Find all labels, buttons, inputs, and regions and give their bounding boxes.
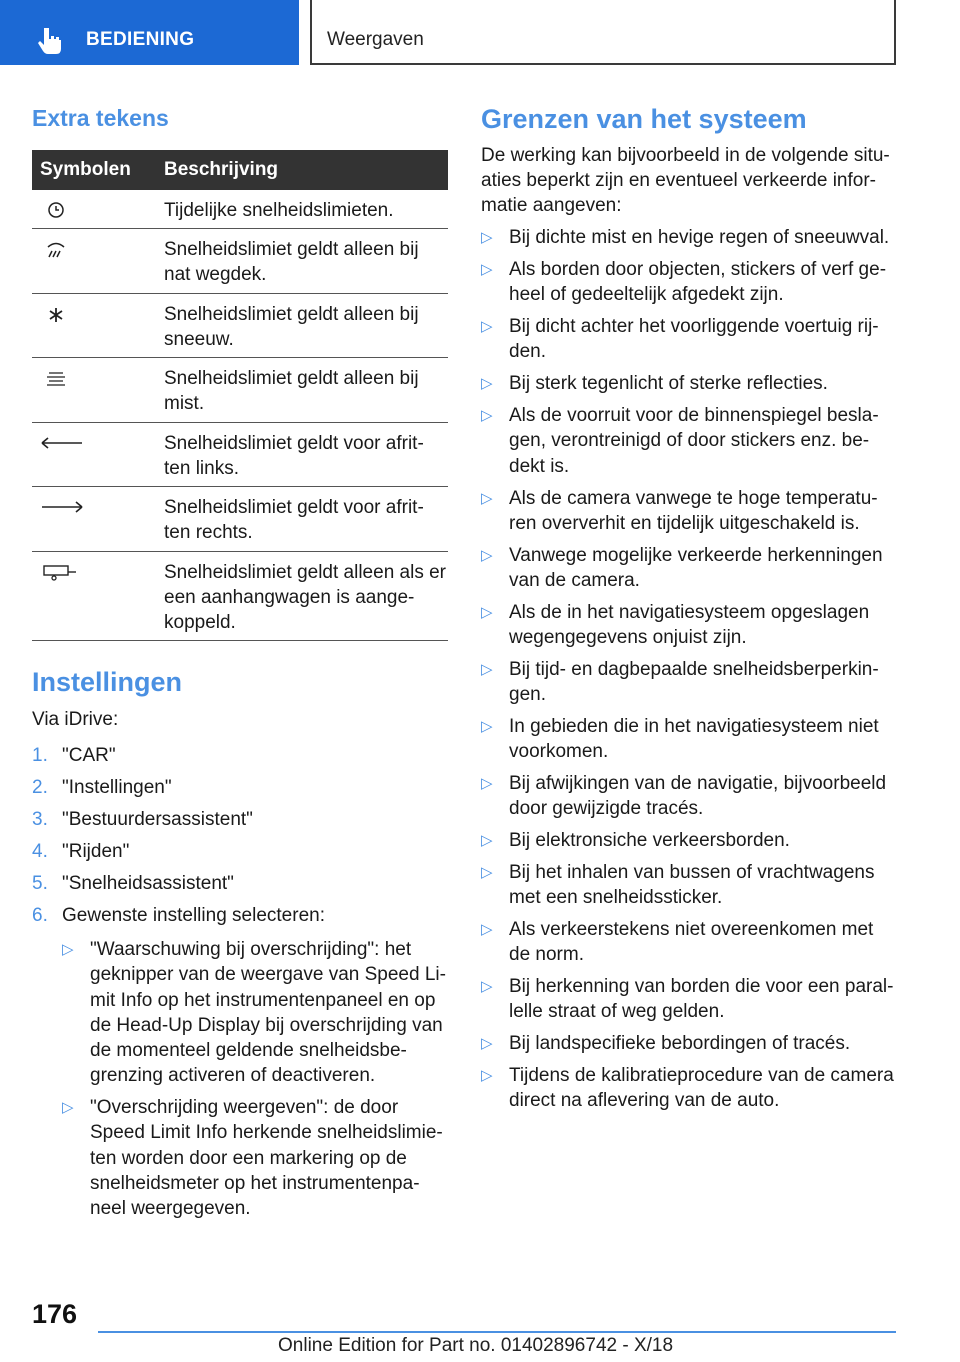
table-row	[32, 423, 448, 487]
triangle-bullet-icon: ▷	[481, 229, 493, 246]
list-item-text: Als de camera vanwege te hoge temperatu-ren oververhit en tijdelijk uitgeschakeld is.	[509, 488, 878, 535]
settings-steps	[32, 743, 448, 935]
step-text: Gewenste instelling selecteren:	[62, 905, 325, 926]
step-number: 4.	[32, 841, 48, 862]
triangle-bullet-icon: ▷	[481, 1067, 493, 1084]
table-row	[32, 294, 448, 358]
list-item	[481, 1063, 899, 1115]
table-header	[32, 150, 448, 190]
col-symbols: Symbolen	[40, 159, 131, 180]
symbols-table	[32, 150, 448, 641]
option-item	[62, 937, 450, 1087]
triangle-bullet-icon: ▷	[481, 547, 493, 564]
chapter-label: Weergaven	[327, 29, 424, 50]
row-description: Snelheidslimiet geldt alleen als er een aanhangwagen is aange-koppeld.	[164, 562, 446, 633]
list-item	[481, 771, 899, 823]
triangle-bullet-icon: ▷	[481, 921, 493, 938]
step-number: 1.	[32, 745, 48, 766]
list-item	[32, 839, 448, 871]
list-item-text: Bij elektronsiche verkeersborden.	[509, 830, 790, 851]
list-item-text: Bij tijd- en dagbepaalde snelheidsberperkin-gen.	[509, 659, 879, 706]
fog-icon	[40, 368, 72, 392]
list-item	[481, 403, 899, 480]
list-item-text: Als de voorruit voor de binnenspiegel besla-gen, verontreinigd of door stickers enz. be-dekt is.	[509, 405, 879, 477]
list-item-text: Bij dicht achter het voorliggende voertuig rij-den.	[509, 316, 879, 363]
list-item	[481, 714, 899, 766]
footer-edition: Online Edition for Part no. 01402896742 - X/18	[278, 1335, 674, 1356]
limits-heading: Grenzen van het systeem	[481, 104, 807, 134]
step-text: "CAR"	[62, 745, 116, 766]
triangle-bullet-icon: ▷	[481, 718, 493, 735]
speed-limit-time-icon	[40, 200, 72, 224]
option-text: "Waarschuwing bij overschrijding": het geknipper van de weergave van Speed Li-mit Info op het instrumentenpaneel en op de Head-Up Display bij overschrijding van de momenteel geldende snelheidsbe-grenzing activeren of deactiveren.	[90, 939, 446, 1087]
triangle-bullet-icon: ▷	[481, 1035, 493, 1052]
step-number: 6.	[32, 905, 48, 926]
row-description: Snelheidslimiet geldt alleen bij nat wegdek.	[164, 239, 419, 285]
list-item-text: Als de in het navigatiesysteem opgeslagen wegengegevens onjuist zijn.	[509, 602, 870, 649]
list-item	[481, 257, 899, 309]
list-item-text: Bij landspecifieke bebordingen of tracés.	[509, 1033, 851, 1054]
step-text: "Instellingen"	[62, 777, 172, 798]
step-number: 2.	[32, 777, 48, 798]
step-text: "Rijden"	[62, 841, 130, 862]
step-text: "Snelheidsassistent"	[62, 873, 234, 894]
triangle-bullet-icon: ▷	[481, 978, 493, 995]
triangle-bullet-icon: ▷	[62, 941, 74, 958]
option-text: "Overschrijding weergeven": de door Speed Limit Info herkende snelheidslimie-ten worden door een markering op de snelheidsmeter op het instrumentenpa-neel weergegeven.	[90, 1097, 443, 1220]
settings-intro: Via iDrive:	[32, 709, 119, 730]
list-item	[32, 743, 448, 775]
list-item-text: Bij sterk tegenlicht of sterke reflecties.	[509, 373, 828, 394]
list-item-text: Tijdens de kalibratieprocedure van de camera direct na aflevering van de auto.	[509, 1065, 894, 1112]
list-item	[481, 974, 899, 1026]
triangle-bullet-icon: ▷	[481, 661, 493, 678]
list-item	[481, 657, 899, 709]
triangle-bullet-icon: ▷	[481, 832, 493, 849]
triangle-bullet-icon: ▷	[481, 407, 493, 424]
triangle-bullet-icon: ▷	[481, 864, 493, 881]
list-item-text: In gebieden die in het navigatiesysteem niet voorkomen.	[509, 716, 879, 763]
page-number: 176	[32, 1299, 78, 1329]
table-row	[32, 487, 448, 552]
list-item	[481, 543, 899, 595]
section-label: BEDIENING	[86, 29, 195, 50]
row-description: Tijdelijke snelheidslimieten.	[164, 200, 394, 221]
list-item	[481, 225, 899, 252]
wet-road-icon	[40, 239, 72, 263]
table-row	[32, 190, 448, 229]
row-description: Snelheidslimiet geldt voor afrit-ten links.	[164, 433, 424, 479]
list-item	[481, 917, 899, 969]
trailer-icon	[40, 562, 80, 586]
limits-intro: De werking kan bijvoorbeeld in de volgende situ-aties beperkt zijn en eventueel verkeerde infor-matie aangeven:	[481, 145, 890, 216]
list-item	[481, 371, 899, 398]
step-number: 3.	[32, 809, 48, 830]
list-item-text: Bij het inhalen van bussen of vrachtwagens met een snelheidssticker.	[509, 862, 875, 909]
chapter-box	[310, 0, 896, 65]
triangle-bullet-icon: ▷	[481, 318, 493, 335]
arrow-right-icon	[40, 497, 84, 521]
list-item	[32, 871, 448, 903]
list-item	[32, 903, 448, 935]
section-tab	[0, 0, 299, 65]
row-description: Snelheidslimiet geldt alleen bij mist.	[164, 368, 419, 414]
triangle-bullet-icon: ▷	[481, 604, 493, 621]
list-item-text: Bij afwijkingen van de navigatie, bijvoorbeeld door gewijzigde tracés.	[509, 773, 887, 820]
row-description: Snelheidslimiet geldt alleen bij sneeuw.	[164, 304, 419, 350]
triangle-bullet-icon: ▷	[481, 261, 493, 278]
triangle-bullet-icon: ▷	[481, 490, 493, 507]
list-item-text: Als borden door objecten, stickers of verf ge-heel of gedeeltelijk afgedekt zijn.	[509, 259, 887, 306]
step-number: 5.	[32, 873, 48, 894]
hand-pointer-icon	[38, 26, 64, 54]
list-item	[481, 600, 899, 652]
triangle-bullet-icon: ▷	[62, 1099, 74, 1116]
list-item	[481, 828, 899, 855]
list-item	[481, 860, 899, 912]
settings-heading: Instellingen	[32, 667, 183, 697]
col-description: Beschrijving	[164, 159, 279, 180]
triangle-bullet-icon: ▷	[481, 775, 493, 792]
step-text: "Bestuurdersassistent"	[62, 809, 253, 830]
option-item	[62, 1095, 450, 1225]
list-item-text: Als verkeerstekens niet overeenkomen met de norm.	[509, 919, 874, 966]
list-item	[481, 314, 899, 366]
snowflake-icon	[40, 304, 72, 328]
arrow-left-icon	[40, 433, 84, 457]
list-item-text: Bij herkenning van borden die voor een paral-lelle straat of weg gelden.	[509, 976, 894, 1023]
row-description: Snelheidslimiet geldt voor afrit-ten rechts.	[164, 497, 424, 543]
list-item	[481, 486, 899, 538]
list-item-text: Bij dichte mist en hevige regen of sneeuwval.	[509, 227, 890, 248]
triangle-bullet-icon: ▷	[481, 375, 493, 392]
table-row	[32, 358, 448, 423]
extra-signs-heading: Extra tekens	[32, 105, 169, 131]
list-item	[481, 1031, 899, 1058]
list-item	[32, 807, 448, 839]
table-row	[32, 552, 448, 641]
list-item-text: Vanwege mogelijke verkeerde herkenningen van de camera.	[509, 545, 883, 592]
footer-rule	[98, 1331, 896, 1333]
table-row	[32, 229, 448, 294]
list-item	[32, 775, 448, 807]
